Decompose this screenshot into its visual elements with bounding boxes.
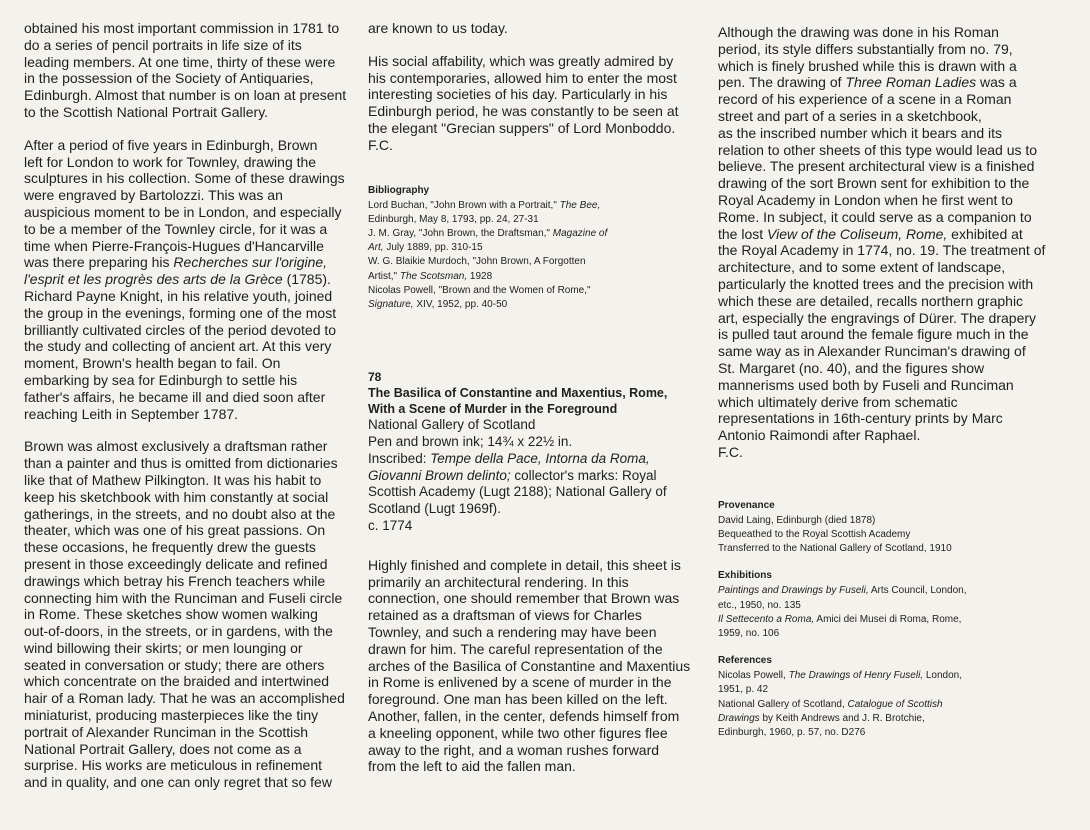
bibliography-item: Nicolas Powell, "Brown and the Women of Rome,"	[368, 284, 591, 296]
collector-marks: collector's marks: Royal	[510, 467, 657, 483]
bibliography-item: W. G. Blaikie Murdoch, "John Brown, A Forgotten	[368, 256, 586, 268]
reference-place: London,	[923, 670, 963, 682]
bib-text: XIV, 1952, pp. 40-50	[413, 299, 508, 310]
provenance-heading: Provenance	[718, 499, 775, 511]
exhibition-title: Paintings and Drawings by Fuseli,	[718, 585, 869, 597]
entry-inscription-cont	[368, 468, 706, 485]
bib-text: J. M. Gray, "John Brown, the Draftsman,"	[368, 227, 553, 239]
reference-title: Catalogue of Scottish	[847, 698, 943, 710]
bibliography-item-cont	[368, 298, 706, 312]
exhibition-item-cont: 1959, no. 106	[718, 627, 780, 639]
entry-date: c. 1774	[368, 517, 413, 533]
bib-text: 1928	[467, 270, 493, 282]
paragraph-known-today: are known to us today.	[368, 20, 508, 36]
provenance-item: Bequeathed to the Royal Scottish Academy	[718, 528, 911, 540]
bib-title: Signature,	[368, 299, 414, 310]
reference-item-cont: Edinburgh, 1960, p. 57, no. D276	[718, 726, 866, 738]
bib-title: The Scotsman,	[399, 270, 468, 282]
exhibition-item	[718, 584, 1066, 598]
paragraph-draftsman: Brown was almost exclusively a draftsman rather than a painter and thus is omitted from dictionaries like that of Mathew Pilkington. It was his habit to keep his sketchbook with him constantly at social gatherings, in the streets, and no doubt also at the theater, which was one of his great passions. On these occasions, he frequently drew the guests present in those exceedingly delicate and refined drawings which betray his French teachers while connecting him with the Runciman and Fuseli circle in Rome. These sketches show women walking out-of-doors, in the streets, or in gardens, with the wind billowing their skirts; or men lounging or seated in conversation or study; there are others which concentrate on the braided and intertwined hair of a Roman lady. That he was an accomplished miniaturist, producing masterpieces like the tiny portrait of Alexander Runciman in the Scottish National Portrait Gallery, does not come as a surprise. His works are meticulous in refinement and in quality, and one can only regret that so few	[24, 438, 345, 791]
exhibition-venue: Arts Council, London,	[868, 585, 967, 597]
bibliography-heading: Bibliography	[368, 184, 430, 196]
bib-title: Art,	[368, 242, 384, 254]
bibliography-item	[368, 199, 706, 213]
entry-title: The Basilica of Constantine and Maxentius, Rome, With a Scene of Murder in the Foreground	[368, 386, 668, 417]
exhibition-item	[718, 613, 1066, 627]
exhibitions-section	[718, 569, 1066, 641]
reference-authors: by Keith Andrews and J. R. Brotchie,	[759, 712, 925, 724]
provenance-item: David Laing, Edinburgh (died 1878)	[718, 514, 876, 526]
paragraph-london-text-a: After a period of five years in Edinburgh, Brown left for London to work for Townley, drawing the sculptures in his collection. Some of these drawings were engraved by Bartolozzi. This was an auspicious moment to be in London, and especially to be a member of the Townley circle, for it was a time when Pierre-François-Hugues d'Hancarville was there preparing his	[24, 136, 345, 271]
references-heading: References	[718, 655, 772, 667]
middle-column	[368, 20, 706, 775]
entry-marks: Scottish Academy (Lugt 2188); National Gallery of	[368, 484, 667, 500]
references-section	[718, 654, 1066, 740]
entry-inscription	[368, 451, 706, 468]
catalogue-entry	[368, 369, 706, 535]
inscription-label: Inscribed:	[368, 450, 431, 466]
reference-item	[718, 698, 1066, 712]
reference-item	[718, 669, 1066, 683]
bib-text: July 1889, pp. 310-15	[383, 242, 483, 254]
entry-marks-cont: Scotland (Lugt 1969f).	[368, 501, 501, 517]
paragraph-style-text-a: Although the drawing was done in his Roman period, its style differs substantially from no. 79, which is finely brushed while this is drawn with a pen. The drawing of	[718, 24, 1017, 91]
bibliography-section	[368, 184, 706, 313]
reference-author: National Gallery of Scotland,	[718, 698, 848, 710]
paragraph-london	[24, 137, 362, 423]
paragraph-rendering: Highly finished and complete in detail, this sheet is primarily an architectural rendering. In this connection, one should remember that Brown was retained as a draftsman of views for Charles Townley, and such a rendering may have been drawn for him. The careful representation of the arches of the Basilica of Constantine and Maxentius in Rome is enlivened by a scene of murder in the foreground. One man has been killed on the left. Another, fallen, in the center, defends himself from a kneeling opponent, while two other figures flee away to the right, and a woman rushes forward from the left to aid the fallen man.	[368, 556, 691, 775]
bibliography-item-cont	[368, 270, 706, 284]
reference-title: The Drawings of Henry Fuseli,	[788, 670, 924, 682]
paragraph-commission: obtained his most important commission in 1781 to do a series of pencil portraits in life size of its leading members. At one time, thirty of these were in the possession of the Society of Antiquaries, Edinburgh. Almost that number is on loan at present to the Scottish National Portrait Gallery.	[24, 20, 347, 120]
reference-title: Drawings	[718, 712, 760, 724]
exhibition-item-cont: etc., 1950, no. 135	[718, 599, 801, 611]
provenance-section	[718, 499, 1066, 557]
bib-text: Artist,"	[368, 270, 400, 282]
paragraph-london-text-c: (1785). Richard Payne Knight, in his relative youth, joined the group in the evenings, forming one of the most brilliantly cultivated circles of the period devoted to the study and collecting of ancient art. At this very moment, Brown's health began to fail. On embarking by sea for Edinburgh to settle his father's affairs, he became ill and died soon after reaching Leith in September 1787.	[24, 271, 337, 422]
three-roman-ladies-title: Three Roman Ladies	[845, 74, 977, 91]
exhibition-title: Il Settecento a Roma,	[718, 613, 815, 625]
paragraph-style-text-e: exhibited at the Royal Academy in 1774, no. 19. The treatment of architecture, and to some extent of landscape, particularly the knotted trees and the precision with which these are detailed, recalls northern graphic art, especially the engravings of Dürer. The drapery is pulled taut around the female figure much in the same way as in Alexander Runciman's drawing of St. Margaret (no. 40), and the figures show mannerisms used both by Fuseli and Runciman which ultimately derive from schematic representations in 16th-century prints by Marc Antonio Raimondi after Raphael. F.C.	[718, 225, 1046, 460]
left-column	[24, 20, 362, 791]
paragraph-social-affability: His social affability, which was greatly admired by his contemporaries, allowed him to enter the most interesting societies of his day. Particularly in his Edinburgh period, he was constantly to be seen at the elegant "Grecian suppers" of Lord Monboddo. F.C.	[368, 52, 679, 153]
bibliography-item-cont	[368, 241, 706, 255]
exhibition-venue: Amici dei Musei di Roma, Rome,	[814, 613, 962, 625]
right-column	[718, 24, 1066, 740]
entry-medium: Pen and brown ink; 14¾ x 22½ in.	[368, 434, 573, 449]
exhibitions-heading: Exhibitions	[718, 570, 772, 582]
bib-title: The Bee,	[559, 199, 601, 211]
coliseum-title: View of the Coliseum, Rome,	[767, 225, 948, 242]
bibliography-item-cont: Edinburgh, May 8, 1793, pp. 24, 27-31	[368, 213, 539, 225]
reference-item-cont: 1951, p. 42	[718, 684, 769, 696]
reference-author: Nicolas Powell,	[718, 670, 789, 682]
inscription-text: Giovanni Brown delinto;	[368, 467, 511, 483]
entry-number: 78	[368, 370, 382, 385]
bib-text: Lord Buchan, "John Brown with a Portrait,"	[368, 199, 560, 211]
reference-item-cont	[718, 712, 1066, 726]
bib-title: Magazine of	[552, 227, 608, 239]
paragraph-style	[718, 24, 1066, 461]
bibliography-item	[368, 227, 706, 241]
inscription-text: Tempe della Pace, Intorna da Roma,	[430, 450, 650, 466]
paragraph-style-text-c: was a record of his experience of a scene in a Roman street and part of a series in a sketchbook, as the inscribed number which it bears and its relation to other sheets of this type would lead us to believe. The present architectural view is a finished drawing of the sort Brown sent for exhibition to the Royal Academy in London when he first went to Rome. In subject, it could serve as a companion to the lost	[718, 74, 1038, 242]
provenance-item: Transferred to the National Gallery of Scotland, 1910	[718, 543, 952, 555]
recherches-title: Recherches sur l'origine, l'esprit et les progrès des arts de la Grèce	[24, 254, 328, 288]
entry-collection: National Gallery of Scotland	[368, 417, 536, 433]
